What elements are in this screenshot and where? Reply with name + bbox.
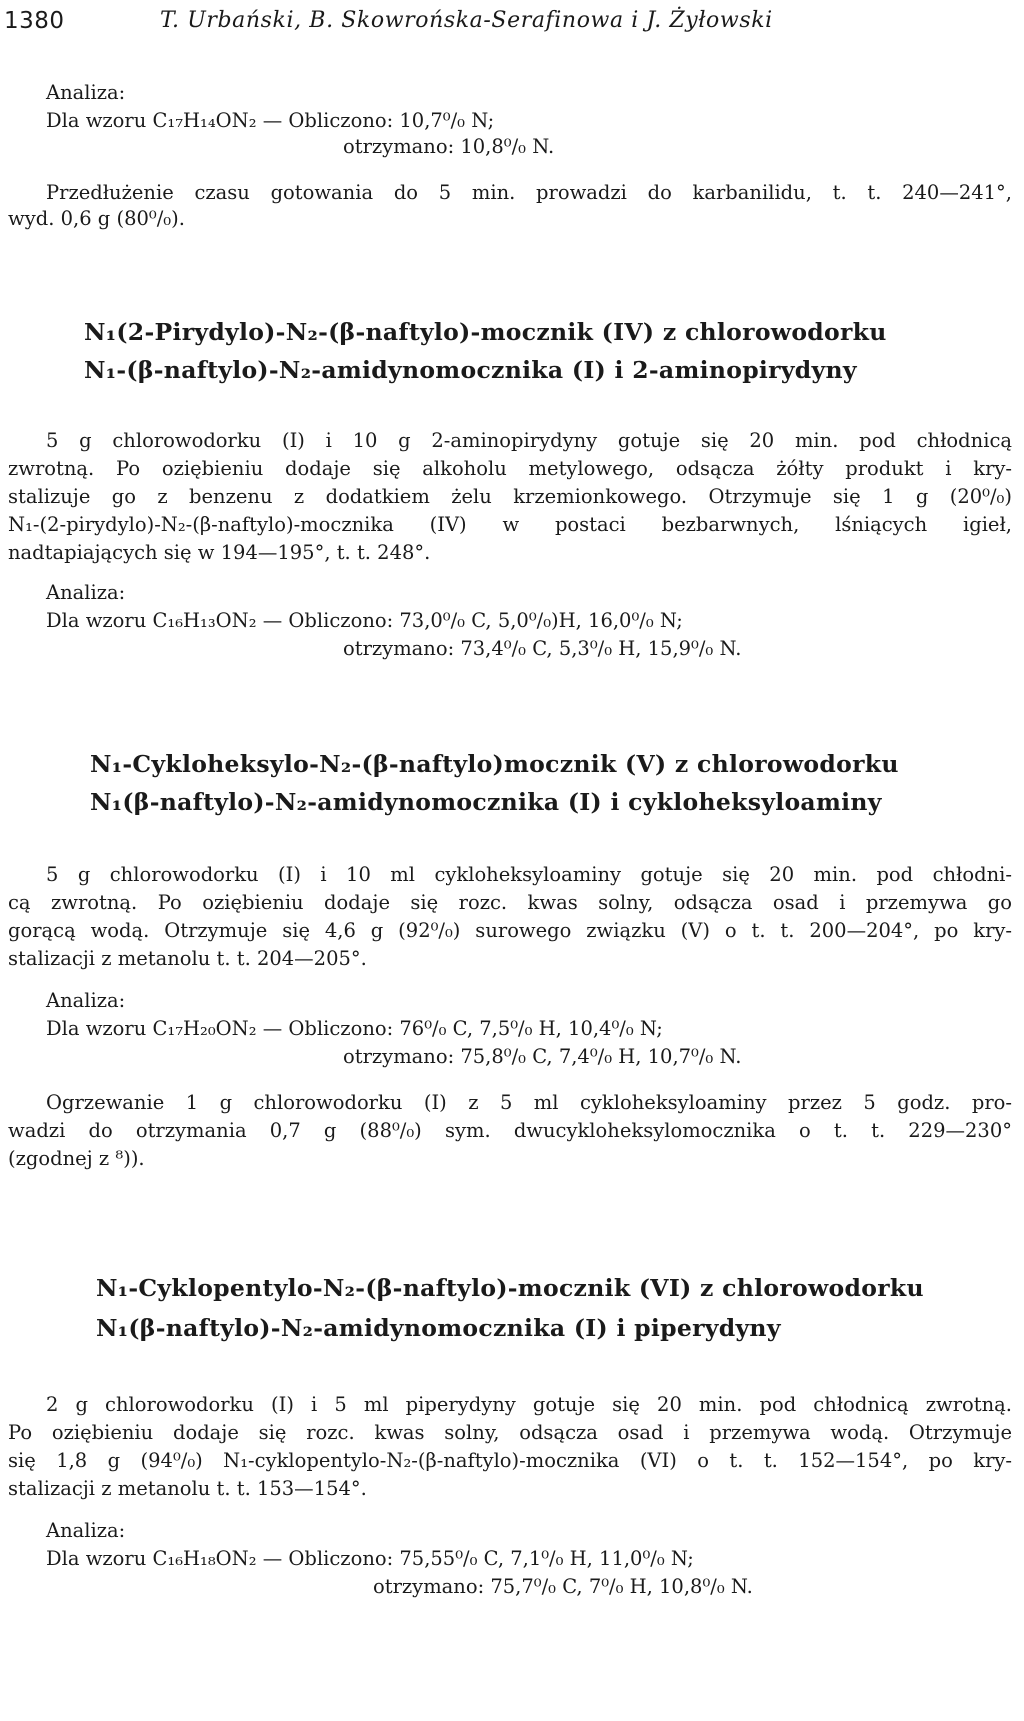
analysis-calc: Dla wzoru C₁₆H₁₈ON₂ — Obliczono: 75,55⁰/₀ C, 7,1⁰/₀ H, 11,0⁰/₀ N;: [46, 1547, 694, 1570]
section-heading: N₁-Cykloheksylo-N₂-(β-naftylo)mocznik (V) z chlorowodorku: [90, 750, 899, 778]
paragraph-line: N₁-(2-pirydylo)-N₂-(β-naftylo)-mocznika (IV) w postaci bezbarwnych, lśniących igieł,: [8, 513, 1012, 536]
analysis-calc: Dla wzoru C₁₇H₂₀ON₂ — Obliczono: 76⁰/₀ C, 7,5⁰/₀ H, 10,4⁰/₀ N;: [46, 1017, 663, 1040]
section-heading: N₁(β-naftylo)-N₂-amidynomocznika (I) i piperydyny: [96, 1314, 781, 1342]
analysis-calc: Dla wzoru C₁₆H₁₃ON₂ — Obliczono: 73,0⁰/₀ C, 5,0⁰/₀)H, 16,0⁰/₀ N;: [46, 609, 683, 632]
paragraph-line: Przedłużenie czasu gotowania do 5 min. prowadzi do karbanilidu, t. t. 240—241°,: [46, 181, 1012, 204]
paragraph-line: zwrotną. Po oziębieniu dodaje się alkoholu metylowego, odsącza żółty produkt i kry-: [8, 457, 1012, 480]
paragraph-line: 2 g chlorowodorku (I) i 5 ml piperydyny gotuje się 20 min. pod chłodnicą zwrotną.: [46, 1393, 1012, 1416]
analysis-label: Analiza:: [46, 1519, 126, 1542]
paragraph-line: nadtapiających się w 194—195°, t. t. 248°.: [8, 541, 431, 564]
paragraph-line: wyd. 0,6 g (80⁰/₀).: [8, 207, 185, 230]
analysis-label: Analiza:: [46, 81, 126, 104]
section-heading: N₁(β-naftylo)-N₂-amidynomocznika (I) i cykloheksyloaminy: [90, 788, 882, 816]
paragraph-line: gorącą wodą. Otrzymuje się 4,6 g (92⁰/₀) surowego związku (V) o t. t. 200—204°, po kry-: [8, 919, 1012, 942]
analysis-found: otrzymano: 75,7⁰/₀ C, 7⁰/₀ H, 10,8⁰/₀ N.: [373, 1575, 753, 1598]
paragraph-line: 5 g chlorowodorku (I) i 10 g 2-aminopirydyny gotuje się 20 min. pod chłodnicą: [46, 429, 1012, 452]
section-heading: N₁-Cyklopentylo-N₂-(β-naftylo)-mocznik (VI) z chlorowodorku: [96, 1274, 924, 1302]
running-title: T. Urbański, B. Skowrońska-Serafinowa i J. Żyłowski: [160, 8, 773, 33]
analysis-found: otrzymano: 73,4⁰/₀ C, 5,3⁰/₀ H, 15,9⁰/₀ N.: [343, 637, 742, 660]
analysis-label: Analiza:: [46, 989, 126, 1012]
analysis-label: Analiza:: [46, 581, 126, 604]
paragraph-line: cą zwrotną. Po oziębieniu dodaje się rozc. kwas solny, odsącza osad i przemywa go: [8, 891, 1012, 914]
section-heading: N₁-(β-naftylo)-N₂-amidynomocznika (I) i 2-aminopirydyny: [84, 356, 857, 384]
paragraph-line: Ogrzewanie 1 g chlorowodorku (I) z 5 ml cykloheksyloaminy przez 5 godz. pro-: [46, 1091, 1012, 1114]
analysis-found: otrzymano: 10,8⁰/₀ N.: [343, 135, 555, 158]
analysis-found: otrzymano: 75,8⁰/₀ C, 7,4⁰/₀ H, 10,7⁰/₀ N.: [343, 1045, 742, 1068]
paragraph-line: wadzi do otrzymania 0,7 g (88⁰/₀) sym. dwucykloheksylomocznika o t. t. 229—230°: [8, 1119, 1012, 1142]
paragraph-line: stalizacji z metanolu t. t. 153—154°.: [8, 1477, 367, 1500]
page-number: 1380: [4, 8, 65, 34]
paragraph-line: 5 g chlorowodorku (I) i 10 ml cykloheksyloaminy gotuje się 20 min. pod chłodni-: [46, 863, 1012, 886]
paragraph-line: stalizacji z metanolu t. t. 204—205°.: [8, 947, 367, 970]
paragraph-line: Po oziębieniu dodaje się rozc. kwas solny, odsącza osad i przemywa wodą. Otrzymuje: [8, 1421, 1012, 1444]
section-heading: N₁(2-Pirydylo)-N₂-(β-naftylo)-mocznik (IV) z chlorowodorku: [84, 318, 887, 346]
paragraph-line: (zgodnej z ⁸)).: [8, 1147, 145, 1170]
paragraph-line: się 1,8 g (94⁰/₀) N₁-cyklopentylo-N₂-(β-naftylo)-mocznika (VI) o t. t. 152—154°, po kry-: [8, 1449, 1012, 1472]
analysis-calc: Dla wzoru C₁₇H₁₄ON₂ — Obliczono: 10,7⁰/₀ N;: [46, 109, 495, 132]
paragraph-line: stalizuje go z benzenu z dodatkiem żelu krzemionkowego. Otrzymuje się 1 g (20⁰/₀): [8, 485, 1012, 508]
